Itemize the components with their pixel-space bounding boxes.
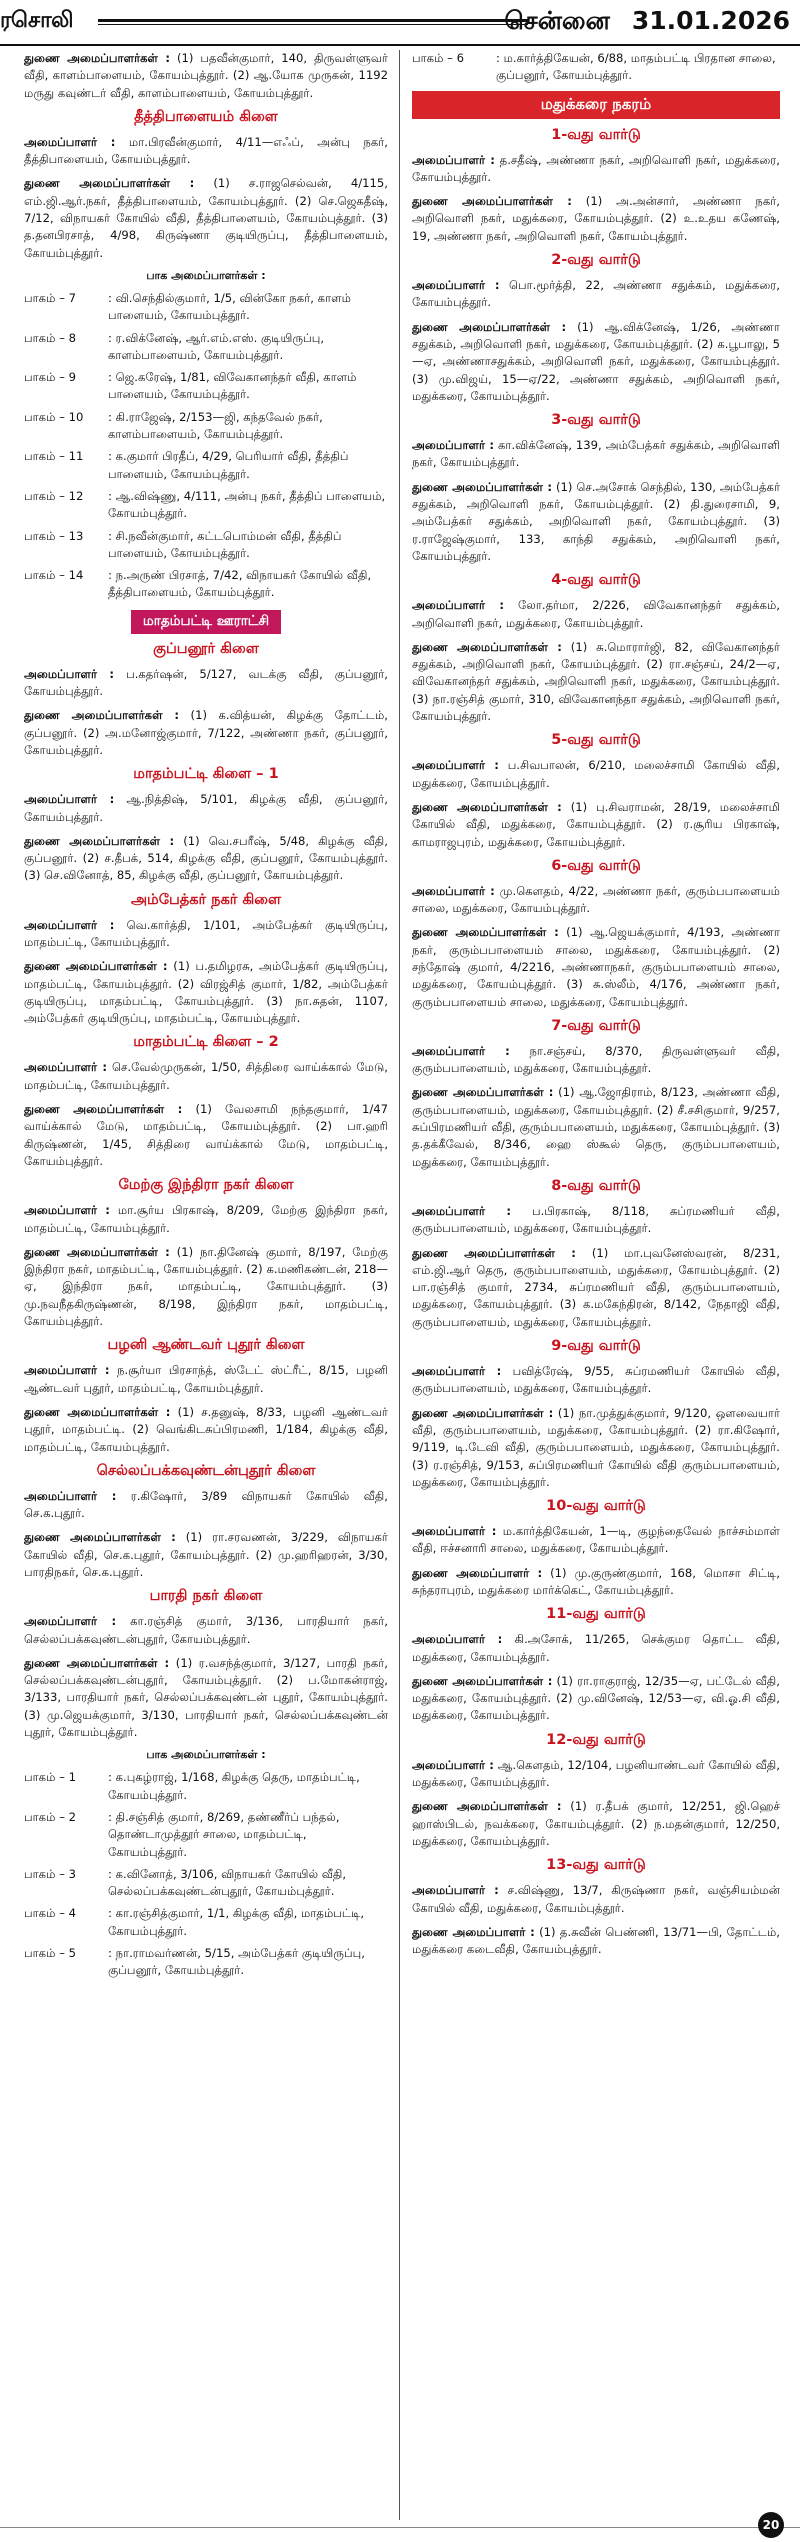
role-label: அமைப்பாளர் :: [24, 1203, 110, 1218]
masthead-rule: [98, 19, 528, 22]
role-label: துணை அமைப்பாளர்கள் :: [24, 51, 170, 65]
role-label: அமைப்பாளர் :: [412, 598, 505, 613]
member-details: (1) வேலசாமி நந்தகுமார், 1/47 வாய்க்கால் மேடு, மாதம்பட்டி, கோயம்புத்தூர். (2) பா.ஹரி கிருஷ்ணன், 1/45, சித்திரை வாய்க்கால் மேடு, மாதம்பட்டி, கோயம்புத்தூர்.: [24, 1102, 388, 1168]
member-entry: [412, 152, 780, 187]
member-entry: [24, 134, 388, 169]
member-entry: [412, 1798, 780, 1850]
role-label: துணை அமைப்பாளர்கள் :: [412, 1405, 554, 1420]
member-entry: [412, 1203, 780, 1238]
member-details: (1) ஆ.ஜெயக்குமார், 4/193, அண்ணா நகர், குரும்பபாளையம் சாலை, மதுக்கரை, கோயம்புத்தூர். (2) சந்தோஷ் குமார், 4/2216, அண்ணாநகர், குரும்பபாளையம் சாலை, மதுக்கரை, கோயம்புத்தூர். (3) சு.ஸ்லீம், 4/176, அண்ணா நகர், குரும்பபாளையம் சாலை, மதுக்கரை, கோயம்புத்தூர்.: [412, 925, 780, 1009]
member-entry: [412, 757, 780, 792]
role-label: துணை அமைப்பாளர்கள் :: [412, 194, 572, 209]
member-details: ப.கதர்ஷன், 5/127, வடக்கு வீதி, குப்பனூர், கோயம்புத்தூர்.: [24, 666, 388, 699]
member-details: வெ.கார்த்தி, 1/101, அம்பேத்கர் குடியிருப்பு, மாதம்பட்டி, கோயம்புத்தூர்.: [24, 917, 388, 949]
ward-heading: 2-வது வார்டு: [551, 252, 641, 269]
member-entry: [412, 277, 780, 312]
member-details: கா.விக்னேஷ், 139, அம்பேத்கர் சதுக்கம், அறிவொளி நகர், கோயம்புத்தூர்.: [412, 438, 780, 470]
role-label: துணை அமைப்பாளர்கள் :: [24, 1530, 176, 1545]
member-details: (1) பு.சிவராமன், 28/19, மலைச்சாமி கோயில் வீதி, மதுக்கரை, கோயம்புத்தூர். (2) ர.சூரிய பிரகாஷ், காமராஜபுரம், மதுக்கரை, கோயம்புத்தூர்.: [412, 799, 780, 849]
member-entry: [412, 597, 780, 632]
town-banner: மதுக்கரை நகரம்: [412, 91, 780, 119]
booth-entry: [24, 528, 388, 563]
booth-details: : ர.விக்னேஷ், ஆர்.எம்.எஸ். குடியிருப்பு, காளம்பாளையம், கோயம்புத்தூர்.: [108, 330, 325, 362]
booth-number: பாகம் – 4: [24, 1906, 76, 1921]
member-entry: [24, 666, 388, 701]
footer-rule: [0, 2527, 800, 2528]
member-entry: [24, 1244, 388, 1330]
role-label: துணை அமைப்பாளர்கள் :: [24, 1102, 183, 1117]
role-label: துணை அமைப்பாளர்கள் :: [412, 799, 562, 814]
booth-entry: [24, 1905, 388, 1940]
dateline-date: 31.01.2026: [631, 6, 790, 35]
member-entry: [24, 1529, 388, 1581]
role-label: அமைப்பாளர் :: [24, 134, 116, 149]
ward-heading: 3-வது வார்டு: [551, 412, 641, 429]
role-label: துணை அமைப்பாளர்கள் :: [24, 1244, 170, 1259]
member-details: (1) பதவீன்குமார், 140, திருவள்ளுவர் வீதி, காளம்பாளையம், கோயம்புத்தூர். (2) ஆ.யோக முருகன், 1192 மருது கவுண்டர் வீதி, காளம்பாளையம், கோயம்புத்தூர்.: [24, 51, 388, 100]
booth-entry: [24, 488, 388, 523]
ward-heading: 5-வது வார்டு: [551, 732, 641, 749]
member-details: (1) ஆ.ஜோதிராம், 8/123, அண்ணா வீதி, குரும்பபாளையம், மதுக்கரை, கோயம்புத்தூர். (2) சீ.சசிகுமார், 9/257, சுப்பிரமணியர் வீதி, குரும்பபாளையம், மதுக்கரை, கோயம்புத்தூர். (3) த.தக்கீவேல், 8/346, ஹை ஸ்கூல் தெரு, குரும்பபாளையம், மதுக்கரை, கோயம்புத்தூர்.: [412, 1085, 780, 1169]
role-label: அமைப்பாளர் :: [24, 1060, 107, 1075]
member-details: (1) நா.முத்துக்குமார், 9/120, ஒளவையார் வீதி, குரும்பபாளையம், மதுக்கரை, கோயம்புத்தூர். (2) ரா.கிஷோர், 9/119, டி.டேவி வீதி, குரும்பபாளையம், மதுக்கரை, கோயம்புத்தூர். (3) ர.ரஞ்சித், 9/153, சுப்பிரமணியர் கோயில் வீதி குரும்பபாளையம், மதுக்கரை, கோயம்புத்தூர்.: [412, 1405, 780, 1489]
member-entry: [412, 1084, 780, 1170]
role-label: துணை அமைப்பாளர் :: [412, 1924, 535, 1939]
page-number: 20: [758, 2512, 784, 2538]
role-label: துணை அமைப்பாளர்கள் :: [412, 1085, 554, 1100]
role-label: அமைப்பாளர் :: [412, 883, 495, 898]
member-details: (1) ரா.சரவணன், 3/229, விநாயகர் கோயில் வீதி, செ.க.புதூர், கோயம்புத்தூர். (2) மு.ஹரிஹரன், 3/30, பாரதிநகர், செ.க.புதூர்.: [24, 1530, 388, 1579]
ward-heading: 7-வது வார்டு: [551, 1017, 641, 1034]
role-label: துணை அமைப்பாளர்கள் :: [412, 1799, 562, 1814]
booth-details: : ம.கார்த்திகேயன், 6/88, மாதம்பட்டி பிரதான சாலை, குப்பனூர், கோயம்புத்தூர்.: [496, 51, 776, 83]
branch-heading: மாதம்பட்டி கிளை – 1: [133, 766, 279, 783]
role-label: அமைப்பாளர் :: [412, 1203, 511, 1218]
member-details: லோ.தர்மா, 2/226, விவேகானந்தர் சதுக்கம், அறிவொளி நகர், மதுக்கரை, கோயம்புத்தூர்.: [412, 598, 780, 630]
member-entry: [412, 1924, 780, 1959]
member-details: (1) அ.அன்சார், அண்ணா நகர், அறிவொளி நகர், மதுக்கரை, கோயம்புத்தூர். (2) உ.உதய கணேஷ், 19, அண்ணா நகர், அறிவொளி நகர், கோயம்புத்தூர்.: [412, 194, 780, 243]
member-details: மா.சூர்ய பிரகாஷ், 8/209, மேற்கு இந்திரா நகர், மாதம்பட்டி, கோயம்புத்தூர்.: [24, 1203, 388, 1235]
booth-number: பாகம் – 13: [24, 528, 84, 543]
role-label: அமைப்பாளர் :: [24, 1488, 117, 1503]
role-label: துணை அமைப்பாளர்கள் :: [412, 925, 559, 940]
ward-heading: 13-வது வார்டு: [546, 1857, 646, 1874]
role-label: அமைப்பாளர் :: [412, 1364, 502, 1379]
booth-details: : நா.ராமவர்ணன், 5/15, அம்பேத்கர் குடியிருப்பு, குப்பனூர், கோயம்புத்தூர்.: [108, 1946, 365, 1978]
booth-number: பாகம் – 2: [24, 1809, 76, 1824]
section-subheading: பாக அமைப்பாளர்கள் :: [146, 268, 266, 282]
member-entry: [412, 1757, 780, 1792]
branch-heading: அம்பேத்கர் நகர் கிளை: [130, 891, 282, 908]
booth-details: : க.வினோத், 3/106, விநாயகர் கோயில் வீதி, செல்லப்பக்கவுண்டன்புதூர், கோயம்புத்தூர்.: [108, 1866, 347, 1899]
member-entry: [24, 1362, 388, 1397]
branch-heading: செல்லப்பக்கவுண்டன்புதூர் கிளை: [96, 1462, 316, 1479]
booth-entry: [412, 50, 780, 85]
member-entry: [412, 437, 780, 472]
role-label: அமைப்பாளர் :: [24, 917, 115, 932]
booth-entry: [24, 1945, 388, 1980]
branch-heading: மாதம்பட்டி கிளை – 2: [133, 1034, 279, 1051]
ward-heading: 10-வது வார்டு: [546, 1498, 646, 1515]
member-details: நா.சஞ்சய், 8/370, திருவள்ளுவர் வீதி, குரும்பபாளையம், மதுக்கரை, கோயம்புத்தூர்.: [412, 1043, 780, 1076]
header-divider: [0, 44, 800, 46]
role-label: அமைப்பாளர் :: [412, 1757, 494, 1772]
member-entry: [24, 791, 388, 826]
booth-number: பாகம் – 7: [24, 290, 76, 305]
member-details: (1) நா.தினேஷ் குமார், 8/197, மேற்கு இந்திரா நகர், மாதம்பட்டி, கோயம்புத்தூர். (2) க.மணிகண்டன், 218—ஏ, இந்திரா நகர், மாதம்பட்டி, கோயம்புத்தூர். (3) மு.நவநீதகிருஷ்ணன், 8/198, இந்திரா நகர், மாதம்பட்டி, கோயம்புத்தூர்.: [24, 1244, 388, 1329]
role-label: அமைப்பாளர் :: [24, 1363, 110, 1378]
member-details: ம.கார்த்திகேயன், 1—டி, குழந்தைவேல் நாச்சம்மாள் வீதி, ஈச்சனாரி சாலை, மதுக்கரை, கோயம்புத்தூர்.: [412, 1524, 780, 1556]
member-details: ச.விஷ்ணு, 13/7, கிருஷ்ணா நகர், வஞ்சியம்மன் கோயில் வீதி, மதுக்கரை, கோயம்புத்தூர்.: [412, 1883, 780, 1915]
role-label: துணை அமைப்பாளர்கள் :: [24, 959, 168, 974]
ward-heading: 9-வது வார்டு: [551, 1338, 641, 1355]
member-details: பவித்ரேஷ், 9/55, சுப்ரமணியர் கோயில் வீதி, குரும்பபாளையம், மதுக்கரை, கோயம்புத்தூர்.: [412, 1364, 780, 1396]
role-label: துணை அமைப்பாளர்கள் :: [24, 1655, 170, 1670]
role-label: துணை அமைப்பாளர்கள் :: [24, 176, 195, 191]
right-column: [412, 50, 780, 2520]
member-entry: [24, 707, 388, 759]
member-details: ந.சூர்யா பிரசாந்த், ஸ்டேட் ஸ்ட்ரீட், 8/15, பழனி ஆண்டவர் புதூர், மாதம்பட்டி, கோயம்புத்தூர்.: [24, 1363, 388, 1395]
section-subheading: பாக அமைப்பாளர்கள் :: [146, 1748, 266, 1762]
member-entry: [412, 319, 780, 405]
role-label: அமைப்பாளர் :: [412, 1632, 503, 1647]
role-label: துணை அமைப்பாளர்கள் :: [412, 639, 562, 654]
member-details: (1) க.வித்யன், கிழக்கு தோட்டம், குப்பனூர். (2) அ.மனோஜ்குமார், 7/122, அண்ணா நகர், குப்பனூர், கோயம்புத்தூர்.: [24, 708, 388, 757]
member-entry: [412, 1363, 780, 1398]
booth-number: பாகம் – 6: [412, 51, 464, 65]
ward-heading: 12-வது வார்டு: [546, 1731, 646, 1748]
member-details: மா.பிரவீன்குமார், 4/11—எஃப், அன்பு நகர், தீத்திபாளையம், கோயம்புத்தூர்.: [24, 134, 388, 167]
member-details: கி.அசோக், 11/265, செக்குமர தொட்ட வீதி, மதுக்கரை, கோயம்புத்தூர்.: [412, 1632, 780, 1664]
masthead: [0, 0, 800, 44]
member-details: (1) சு.மொரார்ஜி, 82, விவேகானந்தர் சதுக்கம், அறிவொளி நகர், கோயம்புத்தூர். (2) ரா.சஞ்சய், 24/2—ஏ, விவேகானந்தர் சதுக்கம், அறிவொளி நகர், மதுக்கரை, கோயம்புத்தூர். (3) நா.ரஞ்சித் குமார், 310, விவேகானந்தா சதுக்கம், அறிவொளி நகர், கோயம்புத்தூர்.: [412, 639, 780, 724]
member-entry: [412, 1245, 780, 1331]
member-details: (1) மு.குருண்குமார், 168, மொசா சிட்டி, சுந்தராபுரம், மதுக்கரை மார்க்கெட், கோயம்புத்தூர்.: [412, 1565, 780, 1597]
newspaper-title-fragment: ரசொலி: [0, 8, 74, 33]
booth-entry: [24, 1809, 388, 1861]
panchayat-banner: மாதம்பட்டி ஊராட்சி: [131, 610, 281, 634]
role-label: துணை அமைப்பாளர்கள் :: [412, 1673, 553, 1688]
member-details: (1) செ.அசோக் செந்தில், 130, அம்பேத்கர் சதுக்கம், அறிவொளி நகர், கோயம்புத்தூர். (2) தி.துரைசாமி, 9, அம்பேத்கர் சதுக்கம், அறிவொளி நகர், கோயம்புத்தூர். (3) ர.ராஜேஷ்குமார், 133, காந்தி சதுக்கம், அறிவொளி நகர், கோயம்புத்தூர்.: [412, 479, 780, 563]
ward-heading: 11-வது வார்டு: [546, 1606, 646, 1623]
role-label: அமைப்பாளர் :: [24, 792, 115, 807]
booth-details: : ந.அருண் பிரசாத், 7/42, விநாயகர் கோயில் வீதி, தீத்திபாளையம், கோயம்புத்தூர்.: [108, 568, 372, 600]
role-label: துணை அமைப்பாளர்கள் :: [24, 708, 180, 723]
member-entry: [412, 1043, 780, 1078]
member-entry: [24, 1655, 388, 1741]
role-label: அமைப்பாளர் :: [412, 438, 495, 453]
member-details: கா.ரஞ்சித் குமார், 3/136, பாரதியார் நகர், செல்லப்பக்கவுண்டன்புதூர், கோயம்புத்தூர்.: [24, 1614, 388, 1646]
member-details: (1) ரா.ராகுராஜ், 12/35—ஏ, பட்டேல் வீதி, மதுக்கரை, கோயம்புத்தூர். (2) மு.வினேஷ், 12/53—ஏ, வி.ஓ.சி வீதி, மதுக்கரை, கோயம்புத்தூர்.: [412, 1673, 780, 1723]
member-details: ஆ.நித்திஷ், 5/101, கிழக்கு வீதி, குப்பனூர், கோயம்புத்தூர்.: [24, 792, 388, 824]
member-details: (1) மா.புவனேஸ்வரன், 8/231, எம்.ஜி.ஆர் தெரு, குரும்பபாளையம், மதுக்கரை, கோயம்புத்தூர். (2) பா.ரஞ்சித் குமார், 2734, சுப்ரமணியர் வீதி, குரும்பபாளையம், மதுக்கரை, கோயம்புத்தூர். (3) க.மகேந்திரன், 8/142, நேதாஜி வீதி, குரும்பபாளையம், மதுக்கரை, கோயம்புத்தூர்.: [412, 1245, 780, 1329]
member-entry: [412, 1882, 780, 1917]
member-entry: [412, 1673, 780, 1725]
member-entry: [24, 175, 388, 261]
role-label: துணை அமைப்பாளர்கள் :: [412, 1245, 576, 1260]
member-details: (1) வெ.சபரீஷ், 5/48, கிழக்கு வீதி, குப்பனூர். (2) ச.தீபக், 514, கிழக்கு வீதி, குப்பனூர், கோயம்புத்தூர். (3) செ.வினோத், 85, கிழக்கு வீதி, குப்பனூர், கோயம்புத்தூர்.: [24, 833, 388, 883]
column-divider: [399, 50, 400, 2520]
dateline: [504, 6, 790, 39]
booth-details: : கா.ரஞ்சித்குமார், 1/1, கிழக்கு வீதி, மாதம்பட்டி, கோயம்புத்தூர்.: [108, 1906, 365, 1938]
ward-heading: 4-வது வார்டு: [551, 572, 641, 589]
booth-details: : க.புகழ்ராஜ், 1/168, கிழக்கு தெரு, மாதம்பட்டி, கோயம்புத்தூர்.: [108, 1770, 360, 1802]
booth-details: : க.குமார் பிரதீப், 4/29, பெரியார் வீதி, தீத்திப் பாளையம், கோயம்புத்தூர்.: [108, 449, 349, 481]
booth-entry: [24, 409, 388, 444]
member-entry: [24, 1101, 388, 1170]
booth-details: : ஆ.விஷ்ணு, 4/111, அன்பு நகர், தீத்திப் பாளையம், கோயம்புத்தூர்.: [108, 488, 386, 521]
role-label: துணை அமைப்பாளர்கள் :: [24, 1404, 171, 1419]
member-entry: [412, 639, 780, 725]
booth-number: பாகம் – 14: [24, 568, 84, 583]
booth-number: பாகம் – 9: [24, 370, 76, 385]
booth-entry: [24, 448, 388, 483]
booth-number: பாகம் – 8: [24, 330, 76, 345]
booth-number: பாகம் – 10: [24, 409, 84, 424]
member-details: ஆ.கௌதம், 12/104, பழனியாண்டவர் கோயில் வீதி, மதுக்கரை, கோயம்புத்தூர்.: [412, 1757, 780, 1790]
booth-entry: [24, 567, 388, 602]
member-entry: [412, 479, 780, 565]
member-entry: [24, 917, 388, 952]
member-entry: [412, 1523, 780, 1558]
booth-details: : வி.செந்தில்குமார், 1/5, வின்கோ நகர், காளம் பாளையம், கோயம்புத்தூர்.: [108, 290, 351, 323]
member-entry: [24, 833, 388, 885]
member-details: ப.பிரகாஷ், 8/118, சுப்ரமணியர் வீதி, குரும்பபாளையம், மதுக்கரை, கோயம்புத்தூர்.: [412, 1203, 780, 1236]
member-details: (1) ப.தமிழரசு, அம்பேத்கர் குடியிருப்பு, மாதம்பட்டி, கோயம்புத்தூர். (2) விரஜ்சித் குமார், 1/82, அம்பேத்கர் குடியிருப்பு, மாதம்பட்டி, கோயம்புத்தூர். (3) நா.சுதன், 1107, அம்பேத்கர் குடியிருப்பு, மாதம்பட்டி, கோயம்புத்தூர்.: [24, 959, 388, 1026]
booth-number: பாகம் – 3: [24, 1866, 76, 1881]
booth-details: : ஜெ.கரேஷ், 1/81, விவேகானந்தர் வீதி, காளம் பாளையம், கோயம்புத்தூர்.: [108, 370, 357, 402]
ward-heading: 8-வது வார்டு: [551, 1177, 641, 1194]
role-label: துணை அமைப்பாளர்கள் :: [412, 319, 567, 334]
booth-number: பாகம் – 1: [24, 1770, 76, 1785]
dateline-city: சென்னை: [504, 6, 610, 35]
member-details: (1) ச.ராஜசெல்வன், 4/115, எம்.ஜி.ஆர்.நகர், தீத்திபாளையம், கோயம்புத்தூர். (2) செ.ஜெகதீஷ், 7/12, விநாயகர் கோயில் வீதி, தீத்திபாளையம், கோயம்புத்தூர். (3) த.தனபிரசாத், 4/98, கிருஷ்ணா குடியிருப்பு, தீத்திபாளையம், கோயம்புத்தூர்.: [24, 176, 388, 260]
member-entry: [24, 1404, 388, 1456]
booth-number: பாகம் – 11: [24, 449, 84, 464]
member-details: பொ.மூர்த்தி, 22, அண்ணா சதுக்கம், மதுக்கரை, கோயம்புத்தூர்.: [412, 278, 780, 310]
role-label: துணை அமைப்பாளர்கள் :: [24, 833, 175, 848]
member-details: (1) த.சுவீன் பெண்ணி, 13/71—பி, தோட்டம், மதுக்கரை கடைவீதி, கோயம்புத்தூர்.: [412, 1924, 780, 1957]
member-details: (1) ர.வசந்த்குமார், 3/127, பாரதி நகர், செல்லப்பக்கவுண்டன்புதூர், கோயம்புத்தூர். (2) ப.மோகன்ராஜ், 3/133, பாரதியார் நகர், செல்லப்பக்கவுண்டன் புதூர், கோயம்புத்தூர். (3) மு.ஜெயக்குமார், 3/130, பாரதியார் நகர், செல்லப்பக்கவுண்டன் புதூர், கோயம்புத்தூர்.: [24, 1655, 388, 1740]
booth-entry: [24, 1866, 388, 1901]
member-details: (1) ர.தீபக் குமார், 12/251, ஜி.ஹெச் ஹாஸ்பிடல், நவக்கரை, கோயம்புத்தூர். (2) ந.மதன்குமார், 12/250, மதுக்கரை, கோயம்புத்தூர்.: [412, 1799, 780, 1848]
role-label: அமைப்பாளர் :: [412, 152, 495, 167]
role-label: அமைப்பாளர் :: [412, 1043, 510, 1058]
member-details: த.சதீஷ், அண்ணா நகர், அறிவொளி நகர், மதுக்கரை, கோயம்புத்தூர்.: [412, 152, 780, 184]
branch-heading: பழனி ஆண்டவர் புதூர் கிளை: [107, 1337, 305, 1354]
role-label: துணை அமைப்பாளர்கள் :: [412, 479, 552, 494]
member-entry: [412, 1565, 780, 1600]
booth-number: பாகம் – 5: [24, 1946, 76, 1961]
member-entry: [412, 924, 780, 1010]
role-label: அமைப்பாளர் :: [412, 278, 500, 293]
booth-entry: [24, 330, 388, 365]
booth-entry: [24, 1769, 388, 1804]
member-entry: [412, 193, 780, 245]
booth-number: பாகம் – 12: [24, 488, 84, 503]
booth-details: : கி.ராஜேஷ், 2/153—ஜி, கந்தவேல் நகர், காளம்பாளையம், கோயம்புத்தூர்.: [108, 409, 323, 442]
member-entry: [24, 1202, 388, 1237]
member-details: (1) ஆ.விக்னேஷ், 1/26, அண்ணா சதுக்கம், அறிவொளி நகர், மதுக்கரை, கோயம்புத்தூர். (2) க.பூபாலு, 5—ஏ, அண்ணாசதுக்கம், அறிவொளி நகர், மதுக்கரை, கோயம்புத்தூர். (3) மு.விஜய், 15—ஏ/22, அண்ணா சதுக்கம், அறிவொளி நகர், மதுக்கரை, கோயம்புத்தூர்.: [412, 319, 780, 403]
member-details: ப.சிவபாலன், 6/210, மலைச்சாமி கோயில் வீதி, மதுக்கரை, கோயம்புத்தூர்.: [412, 758, 780, 790]
member-details: மு.கௌதம், 4/22, அண்ணா நகர், குரும்பபாளையம் சாலை, மதுக்கரை, கோயம்புத்தூர்.: [412, 883, 780, 916]
member-entry: [412, 1405, 780, 1491]
role-label: அமைப்பாளர் :: [412, 1883, 499, 1898]
branch-heading: மேற்கு இந்திரா நகர் கிளை: [118, 1177, 294, 1194]
left-column: [24, 50, 388, 2520]
ward-heading: 1-வது வார்டு: [551, 126, 641, 143]
role-label: அமைப்பாளர் :: [412, 1524, 497, 1539]
ward-heading: 6-வது வார்டு: [551, 857, 641, 874]
member-details: ர.கிஷோர், 3/89 விநாயகர் கோயில் வீதி, செ.க.புதூர்.: [24, 1488, 388, 1521]
member-entry: [412, 799, 780, 851]
member-entry: [412, 883, 780, 918]
booth-entry: [24, 290, 388, 325]
booth-details: : தி.சஞ்சித் குமார், 8/269, தண்ணீர்ப் பந்தல், தொண்டாமுத்தூர் சாலை, மாதம்பட்டி, கோயம்புத்தூர்.: [108, 1809, 340, 1859]
booth-entry: [24, 369, 388, 404]
member-entry: [24, 50, 388, 102]
role-label: அமைப்பாளர் :: [412, 758, 499, 773]
member-entry: [24, 1488, 388, 1523]
branch-heading: பாரதி நகர் கிளை: [149, 1588, 263, 1605]
member-entry: [24, 1059, 388, 1094]
booth-details: : சி.நவீன்குமார், கட்டபொம்மன் வீதி, தீத்திப் பாளையம், கோயம்புத்தூர்.: [108, 528, 342, 560]
member-entry: [412, 1631, 780, 1666]
member-details: செ.வேல்முருகன், 1/50, சித்திரை வாய்க்கால் மேடு, மாதம்பட்டி, கோயம்புத்தூர்.: [24, 1060, 388, 1092]
role-label: அமைப்பாளர் :: [24, 666, 115, 681]
role-label: அமைப்பாளர் :: [24, 1614, 117, 1629]
member-entry: [24, 1613, 388, 1648]
member-details: (1) ச.தனுஷ், 8/33, பழனி ஆண்டவர் புதூர், மாதம்பட்டி. (2) வெங்கிடசுப்பிரமணி, 1/184, கிழக்கு வீதி, மாதம்பட்டி, கோயம்புத்தூர்.: [24, 1404, 388, 1454]
masthead-rule-thin: [98, 24, 528, 25]
role-label: துணை அமைப்பாளர் :: [412, 1565, 543, 1580]
member-entry: [24, 958, 388, 1027]
branch-heading: தீத்திபாளையம் கிளை: [134, 108, 278, 125]
branch-heading: குப்பனூர் கிளை: [153, 640, 259, 657]
